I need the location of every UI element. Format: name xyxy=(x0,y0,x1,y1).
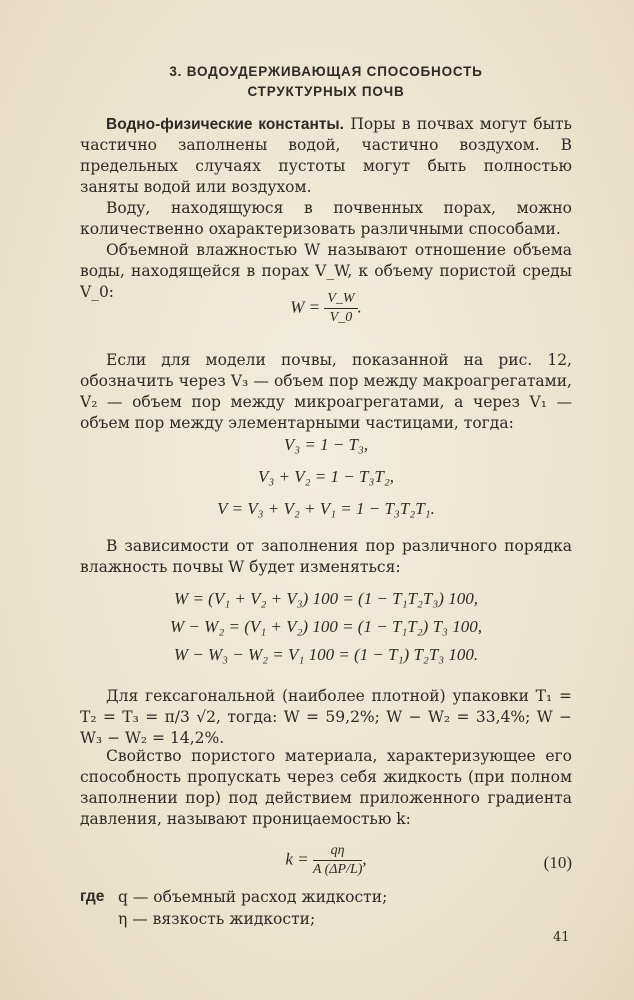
fraction-denominator: V_0 xyxy=(329,310,353,325)
fraction-numerator: V_W xyxy=(324,290,357,309)
equation-w-minus-w2: W − W₂ = (V₁ + V₂) 100 = (1 − T₁T₂) T₃ 100, xyxy=(170,617,482,636)
equation-k xyxy=(80,842,572,879)
paragraph-volumetric-moisture: Объемной влажностью W называют отношение объема воды, находящейся в порах V_W, к объему пористой среды V_0: xyxy=(80,241,572,301)
equation-tail: , xyxy=(362,849,367,869)
equation-lhs: W = xyxy=(290,297,321,317)
equation-lhs: k = xyxy=(285,849,309,869)
equation-number: (10) xyxy=(543,853,572,872)
where-item: q — объемный расход жидкости; xyxy=(118,888,388,906)
paragraph-text: Поры в почвах могут быть частично заполнены водой, частично воздухом. В предельных случаях пустоты могут быть полностью заняты водой или воздухом. xyxy=(80,115,572,196)
equation-tail: . xyxy=(357,297,362,317)
where-row xyxy=(80,886,572,908)
section-heading xyxy=(80,62,572,102)
where-list xyxy=(80,886,572,930)
equation-v-total: V = V₃ + V₂ + V₁ = 1 − T₃T₂T₁. xyxy=(217,499,435,518)
equation-v3-v2: V₃ + V₂ = 1 − T₃T₂, xyxy=(258,467,394,486)
page-number: 41 xyxy=(553,930,570,945)
paragraph-hexagonal: Для гексагональной (наиболее плотной) упаковки T₁ = T₂ = T₃ = π/3 √2, тогда: W = 59,2%; W − W₂ = 33,4%; W − W₃ − W₂ = 14,2%. xyxy=(80,687,572,747)
paragraph-constants xyxy=(80,114,572,198)
paragraph-quantify: Воду, находящуюся в почвенных порах, можно количественно охарактеризовать различными способами. xyxy=(80,199,572,238)
fraction-denominator: A (ΔP/L) xyxy=(312,862,363,877)
heading-line-2: СТРУКТУРНЫХ ПОЧВ xyxy=(247,84,405,99)
paragraph-pore-filling: В зависимости от заполнения пор различного порядка влажность почвы W будет изменяться: xyxy=(80,537,572,576)
fraction xyxy=(313,842,363,879)
equation-w-total: W = (V₁ + V₂ + V₃) 100 = (1 − T₁T₂T₃) 100, xyxy=(174,589,478,608)
fraction-numerator: qη xyxy=(313,842,363,861)
equation-w-minus-w3-w2: W − W₃ − W₂ = V₁ 100 = (1 − T₁) T₂T₃ 100. xyxy=(173,645,479,664)
where-label: где xyxy=(80,888,105,905)
where-row xyxy=(80,908,572,930)
heading-line-1: 3. ВОДОУДЕРЖИВАЮЩАЯ СПОСОБНОСТЬ xyxy=(169,64,483,79)
fraction xyxy=(324,290,357,327)
where-item: η — вязкость жидкости; xyxy=(118,910,316,928)
paragraph-permeability: Свойство пористого материала, характеризующее его способность пропускать через себя жидкость (при полном заполнении пор) под действием приложенного градиента давления, называют проницаемостью k: xyxy=(80,747,572,828)
equation-w xyxy=(80,290,572,327)
paragraph-lead: Водно-физические константы. xyxy=(106,116,344,133)
equation-v3: V₃ = 1 − T₃, xyxy=(283,435,369,454)
paragraph-model: Если для модели почвы, показанной на рис. 12, обозначить через V₃ — объем пор между макроагрегатами, V₂ — объем пор между микроагрегатами, а через V₁ — объем пор между элементарными частицами, тогда: xyxy=(80,351,572,432)
